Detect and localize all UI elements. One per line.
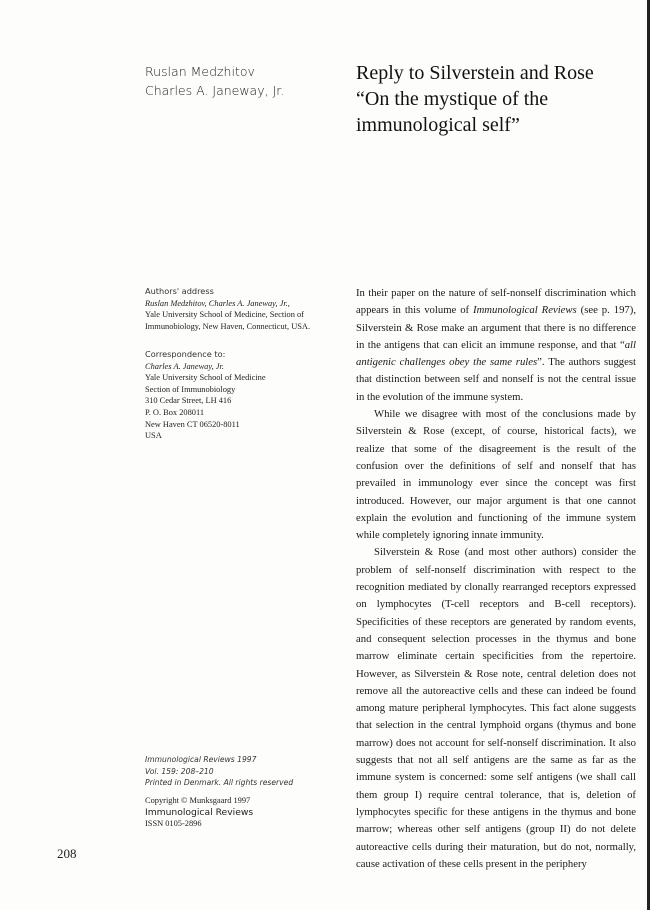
author-name: Ruslan Medzhitov bbox=[145, 64, 255, 79]
copyright-line: Copyright © Munksgaard 1997 bbox=[145, 796, 251, 805]
author-name: Charles A. Janeway, Jr. bbox=[145, 83, 285, 98]
correspondence-label: Correspondence to: bbox=[145, 349, 226, 359]
correspondence-line: USA bbox=[145, 431, 162, 441]
journal-info bbox=[145, 754, 335, 789]
correspondence-line: Section of Immunobiology bbox=[145, 384, 236, 394]
journal-name: Immunological Reviews 1997 bbox=[145, 755, 257, 764]
title-line: immunological self” bbox=[356, 114, 520, 136]
paragraph: Silverstein & Rose (and most other authors) consider the problem of self-nonself discrimination with respect to the recognition mediated by clonally rearranged receptors expressed on lymphocytes (T-cell receptors and B-cell receptors). Specificities of these receptors are generated by random events, and consequent selection processes in the thymus and bone marrow eliminate certain specificities from the repertoire. However, as Silverstein & Rose note, central deletion does not remove all the autoreactive cells and these can indeed be found among mature peripheral lymphocytes. This fact alone suggests that selection in the central lymphoid organs (thymus and bone marrow) does not account for self-nonself discrimination. It also suggests that not all self antigens are the same as far as the immune system is concerned: some self antigens (we shall call them group I) require central tolerance, that is, deletion of lymphocytes specific for these antigens in the thymus and bone marrow; whereas other self antigens (group II) do not delete autoreactive cells during their maturation, but do not, normally, cause activation of these cells present in the periphery bbox=[356, 546, 636, 870]
journal-reference: Immunological Reviews bbox=[473, 304, 577, 317]
title-line: Reply to Silverstein and Rose bbox=[356, 62, 594, 84]
text-run: (see p. 197), Silverstein & Rose make an argument that there is no difference in the antigens that can elicit an immune response, and that “ bbox=[356, 304, 636, 351]
title-line: “On the mystique of the bbox=[356, 88, 549, 110]
correspondence-line: 310 Cedar Street, LH 416 bbox=[145, 396, 232, 406]
issn: ISSN 0105-2896 bbox=[145, 819, 202, 829]
address-line: Yale University School of Medicine, Section of bbox=[145, 310, 304, 320]
correspondence-line: New Haven CT 06520-8011 bbox=[145, 419, 240, 429]
correspondence-name: Charles A. Janeway, Jr. bbox=[145, 361, 224, 371]
journal-printed: Printed in Denmark. All rights reserved bbox=[145, 778, 294, 788]
copyright-info bbox=[145, 795, 335, 830]
author-list bbox=[145, 62, 284, 100]
paragraph bbox=[356, 285, 636, 406]
article-title bbox=[356, 60, 626, 138]
journal-volume: Vol. 159: 208–210 bbox=[145, 766, 214, 776]
address-label: Authors' address bbox=[145, 286, 214, 296]
paragraph: While we disagree with most of the conclusions made by Silverstein & Rose (except, of course, historical facts), we realize that some of the disagreement is the result of the confusion over the definitions of self and nonself that has prevailed in immunology ever since the concept was first introduced. However, our major argument is that one cannot explain the evolution and functioning of the immune system while completely ignoring innate immunity. bbox=[356, 408, 636, 542]
address-line: Immunobiology, New Haven, Connecticut, USA. bbox=[145, 321, 311, 331]
page-number: 208 bbox=[57, 846, 77, 861]
correspondence-line: Yale University School of Medicine bbox=[145, 373, 266, 383]
text-run: ”. The authors suggest that distinction between self and nonself is not the central issue in the evolution of the immune system. bbox=[356, 356, 637, 403]
publication-name: Immunological Reviews bbox=[145, 806, 254, 818]
quoted-phrase: all antigenic challenges obey the same rules bbox=[356, 338, 636, 369]
correspondence-line: P. O. Box 208011 bbox=[145, 407, 205, 417]
article-body bbox=[356, 285, 636, 873]
address-names: Ruslan Medzhitov, Charles A. Janeway, Jr., bbox=[145, 298, 290, 308]
correspondence bbox=[145, 349, 335, 442]
authors-address bbox=[145, 286, 335, 332]
text-run: In their paper on the nature of self-nonself discrimination which appears in this volume of bbox=[356, 287, 636, 317]
